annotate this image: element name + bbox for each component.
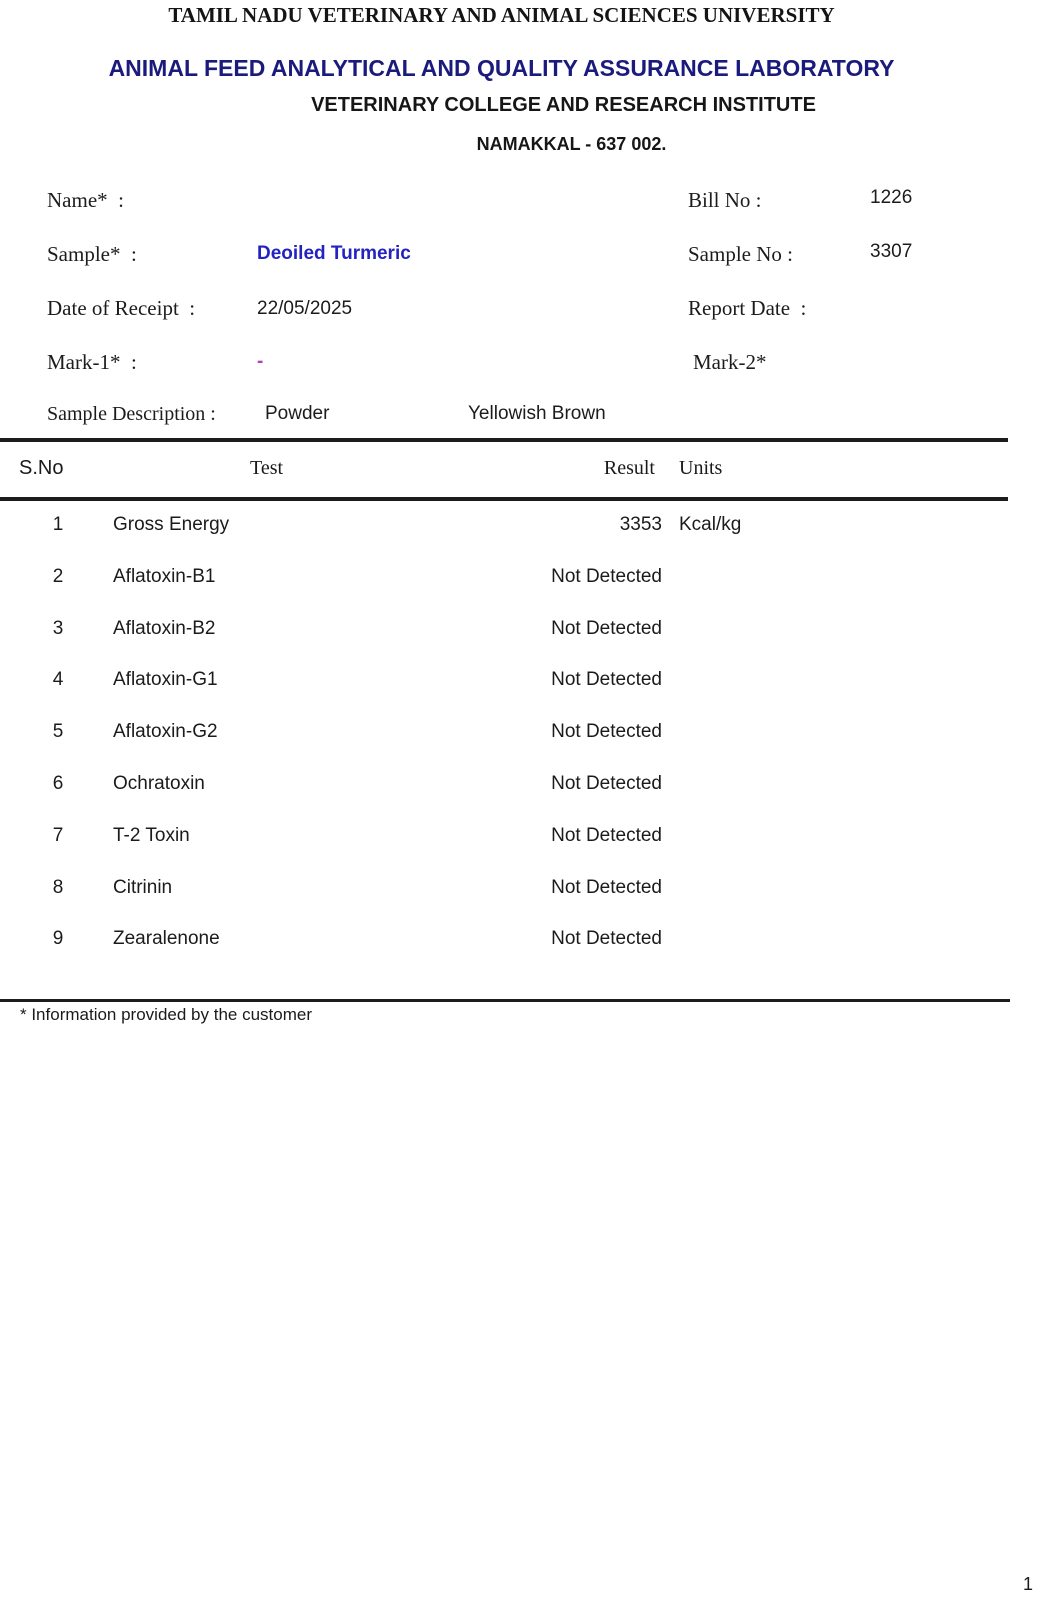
- row-sno: 5: [52, 721, 64, 742]
- row-sno: 7: [52, 825, 64, 846]
- row-sno: 6: [52, 773, 64, 794]
- table-row: [0, 514, 1043, 538]
- row-test: Zearalenone: [113, 928, 220, 949]
- row-sno: 4: [52, 669, 64, 690]
- table-row: [0, 773, 1043, 797]
- col-header-test: Test: [250, 457, 284, 479]
- page-number: 1: [1022, 1574, 1033, 1594]
- table-header-row: [0, 457, 1043, 481]
- row-test: Citrinin: [113, 877, 173, 898]
- row-sno: 2: [52, 566, 64, 587]
- row-test: Aflatoxin-B1: [113, 566, 216, 587]
- report-date-label: Report Date :: [688, 296, 807, 320]
- table-row: [0, 566, 1043, 590]
- row-test: Ochratoxin: [113, 773, 205, 794]
- mark1-value: -: [257, 351, 264, 372]
- row-result: Not Detected: [551, 877, 662, 898]
- university-title: TAMIL NADU VETERINARY AND ANIMAL SCIENCES UNIVERSITY: [168, 3, 835, 27]
- footer-rule: [0, 999, 1010, 1002]
- date-of-receipt-label: Date of Receipt :: [47, 296, 196, 320]
- mark1-label: Mark-1* :: [47, 350, 137, 374]
- table-row: [0, 618, 1043, 642]
- bill-no-value: 1226: [870, 187, 913, 208]
- date-of-receipt-value: 22/05/2025: [257, 298, 353, 319]
- bill-no-label: Bill No :: [688, 188, 762, 212]
- name-label: Name* :: [47, 188, 124, 212]
- row-test: Aflatoxin-G1: [113, 669, 218, 690]
- row-sno: 9: [52, 928, 64, 949]
- row-units: Kcal/kg: [679, 514, 742, 535]
- col-header-sno: S.No: [19, 457, 64, 479]
- sample-description-label: Sample Description :: [47, 403, 216, 425]
- row-test: Aflatoxin-G2: [113, 721, 218, 742]
- institute-title: VETERINARY COLLEGE AND RESEARCH INSTITUTE: [311, 94, 816, 116]
- row-sno: 3: [52, 618, 64, 639]
- row-result: Not Detected: [551, 928, 662, 949]
- row-result: Not Detected: [551, 618, 662, 639]
- sample-no-value: 3307: [870, 241, 913, 262]
- col-header-units: Units: [679, 457, 723, 479]
- laboratory-title: ANIMAL FEED ANALYTICAL AND QUALITY ASSURANCE LABORATORY: [108, 55, 895, 81]
- table-row: [0, 877, 1043, 901]
- row-result: Not Detected: [551, 566, 662, 587]
- sample-description-value-1: Powder: [265, 403, 330, 424]
- row-sno: 8: [52, 877, 64, 898]
- row-result: Not Detected: [551, 669, 662, 690]
- sample-no-label: Sample No :: [688, 242, 793, 266]
- row-sno: 1: [52, 514, 64, 535]
- table-header-rule: [0, 497, 1008, 501]
- row-result: 3353: [619, 514, 662, 535]
- table-top-rule: [0, 438, 1008, 442]
- row-test: Gross Energy: [113, 514, 230, 535]
- sample-description-value-2: Yellowish Brown: [468, 403, 606, 424]
- sample-label: Sample* :: [47, 242, 137, 266]
- table-row: [0, 669, 1043, 693]
- row-result: Not Detected: [551, 773, 662, 794]
- row-result: Not Detected: [551, 721, 662, 742]
- mark2-label: Mark-2*: [693, 350, 767, 374]
- row-test: T-2 Toxin: [113, 825, 190, 846]
- table-row: [0, 825, 1043, 849]
- col-header-result: Result: [603, 457, 655, 479]
- sample-value: Deoiled Turmeric: [257, 243, 411, 264]
- row-result: Not Detected: [551, 825, 662, 846]
- table-row: [0, 928, 1043, 952]
- row-test: Aflatoxin-B2: [113, 618, 216, 639]
- location-line: NAMAKKAL - 637 002.: [476, 134, 667, 154]
- customer-info-note: * Information provided by the customer: [20, 1005, 312, 1024]
- table-row: [0, 721, 1043, 745]
